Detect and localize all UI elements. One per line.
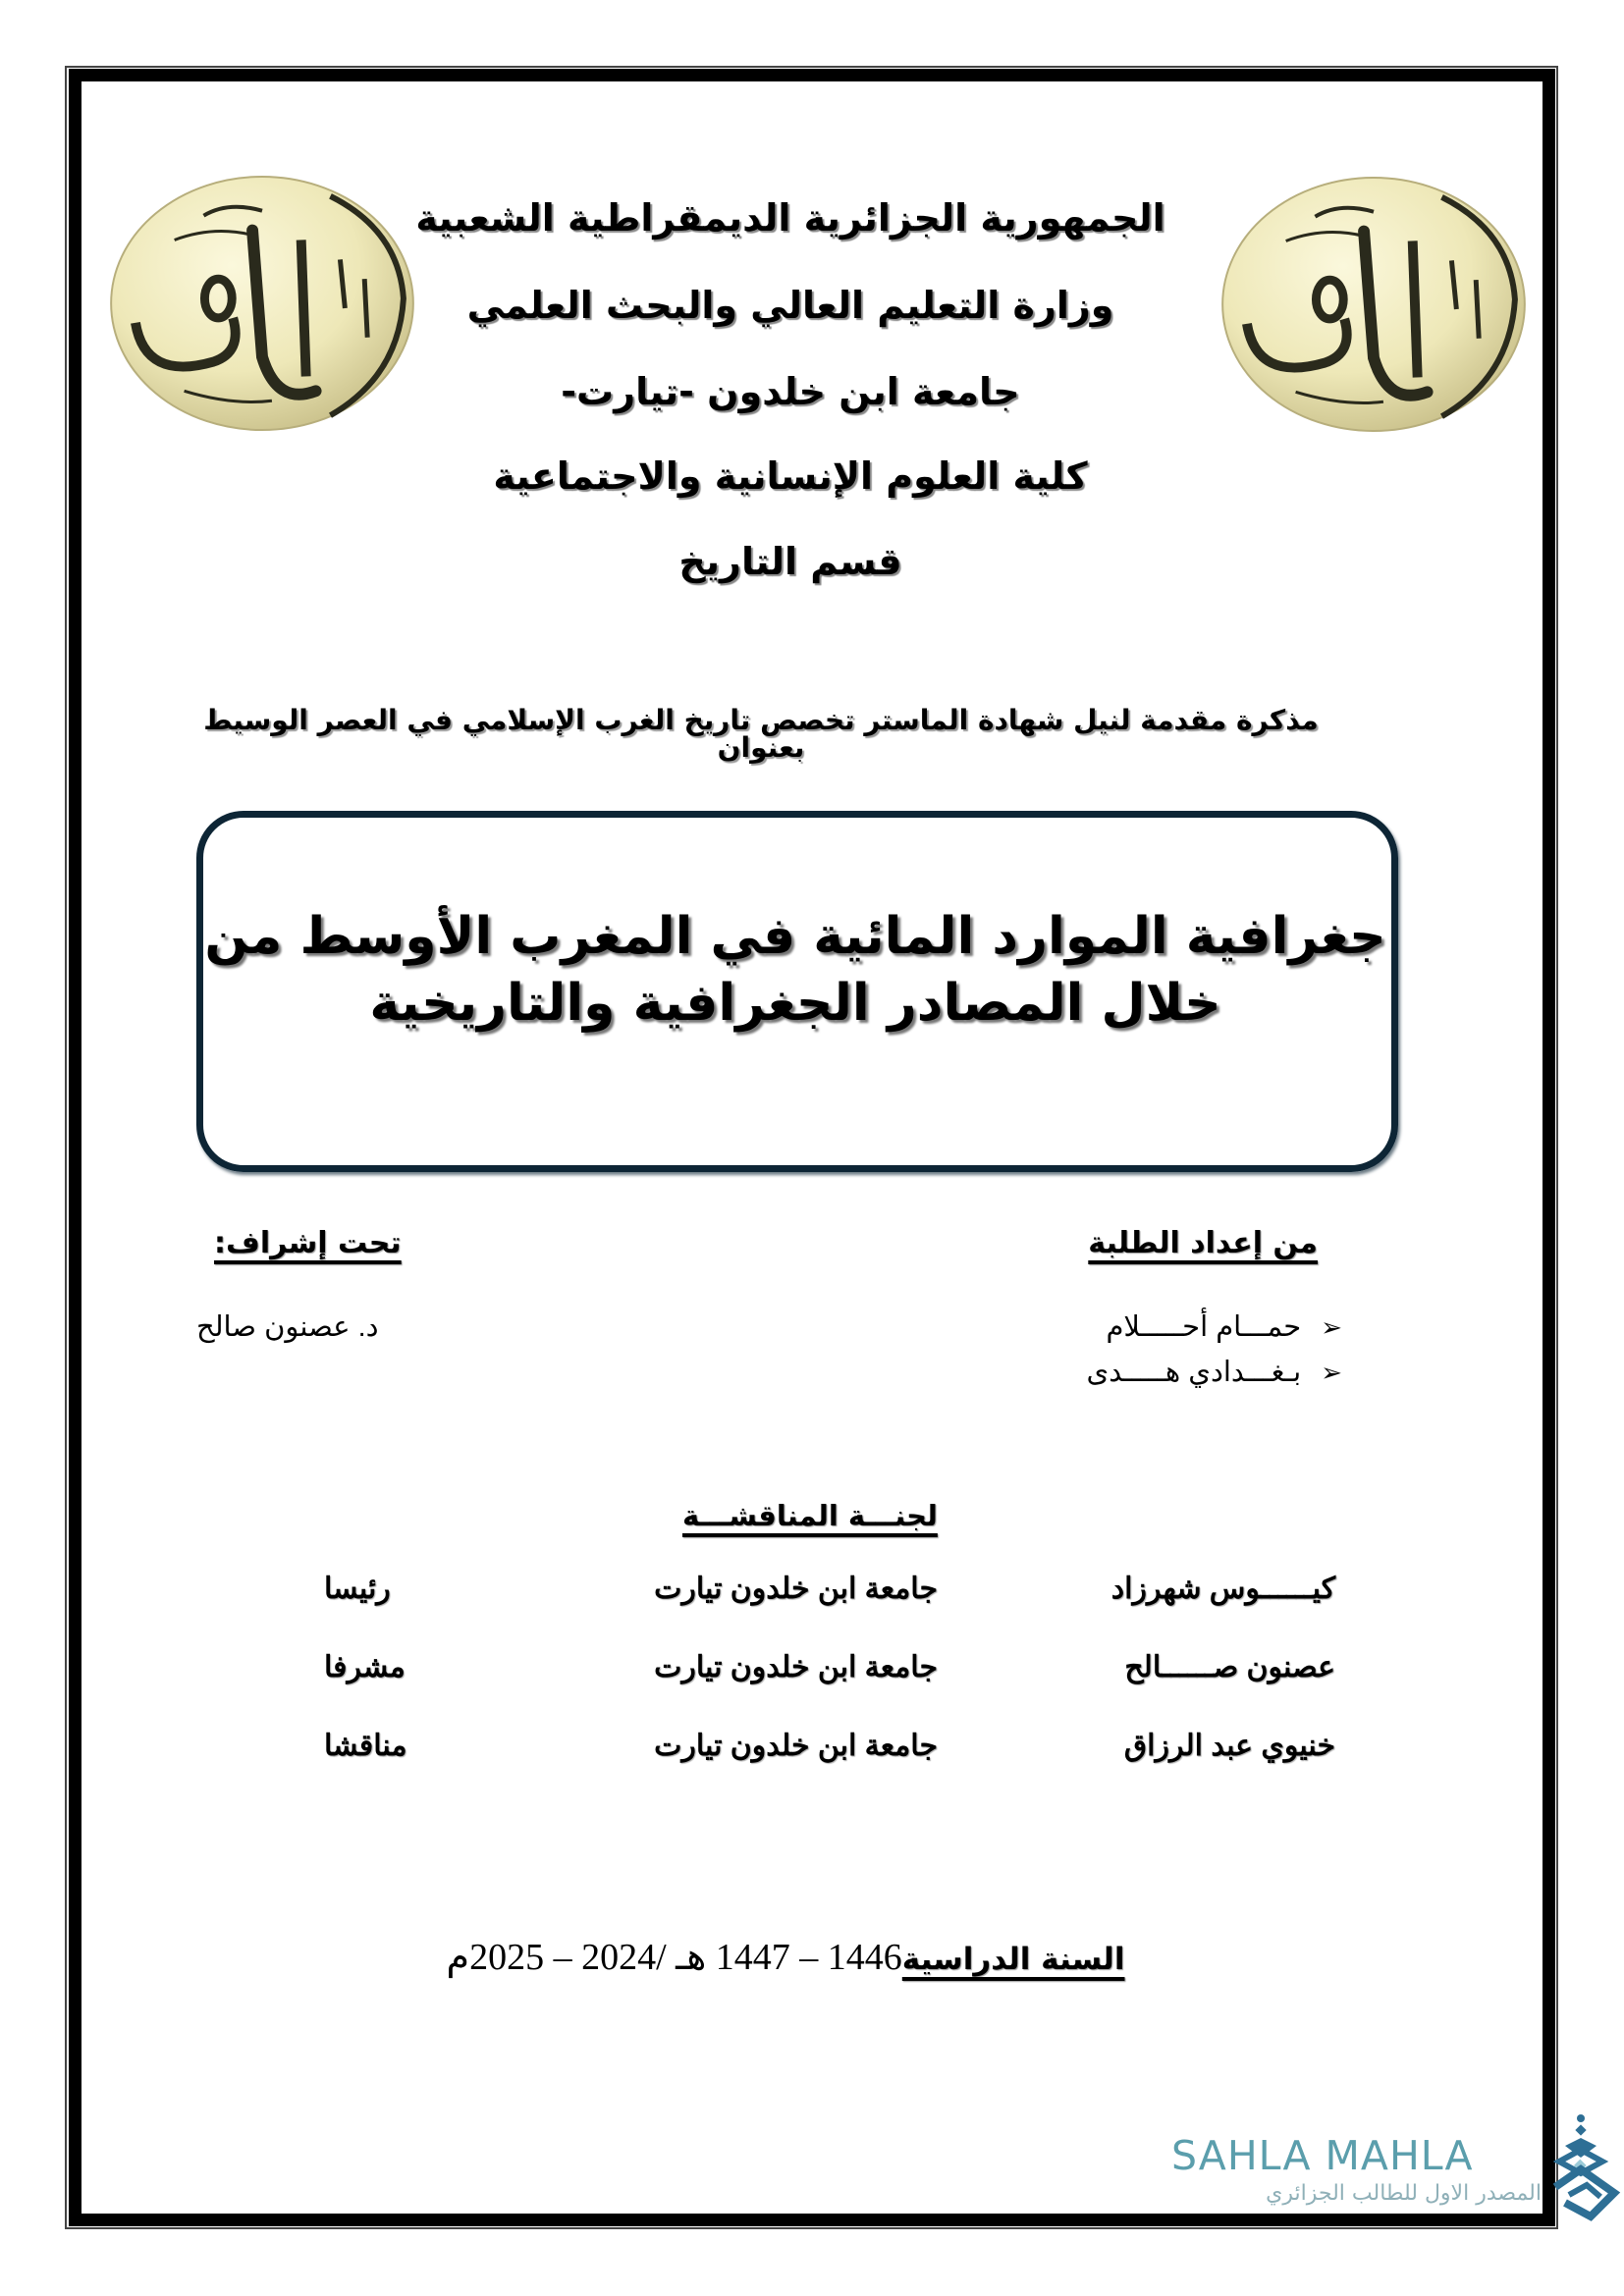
header-line-ministry: وزارة التعليم العالي والبحث العلمي (466, 284, 1114, 327)
committee-member-role: مناقشا (324, 1730, 407, 1762)
thesis-title (201, 903, 1389, 1037)
thesis-title-line-2: خلال المصادر الجغرافية والتاريخية (369, 974, 1221, 1033)
student-name: حمـــام أحـــــلام (1106, 1311, 1302, 1343)
academic-year-label: السنة الدراسية (901, 1942, 1125, 1977)
header-republic (0, 196, 1581, 240)
supervisor-heading: تحت إشراف: (214, 1226, 402, 1260)
committee-member-name: كيــــــوس شهرزاد (1110, 1573, 1335, 1605)
student-name: بـغـــدادي هـــــدى (1086, 1357, 1302, 1388)
watermark-logo-icon (1551, 2110, 1622, 2226)
header-line-faculty: كلية العلوم الإنسانية والاجتماعية (493, 454, 1088, 498)
header-university (0, 370, 1581, 413)
student-item (1087, 1359, 1343, 1387)
academic-year (412, 1939, 1159, 1976)
committee-row (324, 1575, 1335, 1614)
committee-member-role: رئيسا (324, 1573, 391, 1605)
thesis-title-line-1: جغرافية الموارد المائية في المغرب الأوسط من (204, 907, 1386, 966)
committee-heading: لجنـــة المناقشـــة (682, 1499, 938, 1532)
header-department (0, 540, 1581, 583)
committee-member-university: جامعة ابن خلدون تيارت (654, 1730, 938, 1762)
committee-member-role: مشرفا (324, 1651, 406, 1683)
committee-member-university: جامعة ابن خلدون تيارت (654, 1573, 938, 1605)
committee-member-university: جامعة ابن خلدون تيارت (654, 1651, 938, 1683)
arrowhead-bullet-icon: ➢ (1321, 1358, 1342, 1387)
header-faculty (0, 454, 1581, 498)
header-ministry (0, 284, 1581, 327)
students-heading: من إعداد الطلبة (1088, 1226, 1318, 1260)
academic-year-value: 1446 – 1447 هـ /2024 – 2025م (446, 1937, 902, 1978)
thesis-subtitle: مذكرة مقدمة لنيل شهادة الماستر تخصص تاريخ الغرب الإسلامي في العصر الوسيط بعنوان (203, 704, 1319, 764)
student-item (1106, 1313, 1342, 1342)
supervisor-name: د. عصنون صالح (196, 1311, 379, 1343)
watermark-tagline: المصدر الاول للطالب الجزائري (1266, 2181, 1542, 2206)
committee-member-name: خنيوي عبد الرزاق (1123, 1730, 1335, 1762)
header-line-republic: الجمهورية الجزائرية الديمقراطية الشعبية (415, 196, 1165, 240)
committee-row (324, 1653, 1335, 1692)
arrowhead-bullet-icon: ➢ (1321, 1312, 1342, 1342)
header-line-department: قسم التاريخ (678, 540, 902, 583)
committee-member-name: عصنون صــــــالح (1124, 1651, 1335, 1683)
watermark-brand: SAHLA MAHLA (1171, 2132, 1474, 2179)
committee-row (324, 1732, 1335, 1771)
header-line-university: جامعة ابن خلدون -تيارت- (561, 370, 1020, 413)
